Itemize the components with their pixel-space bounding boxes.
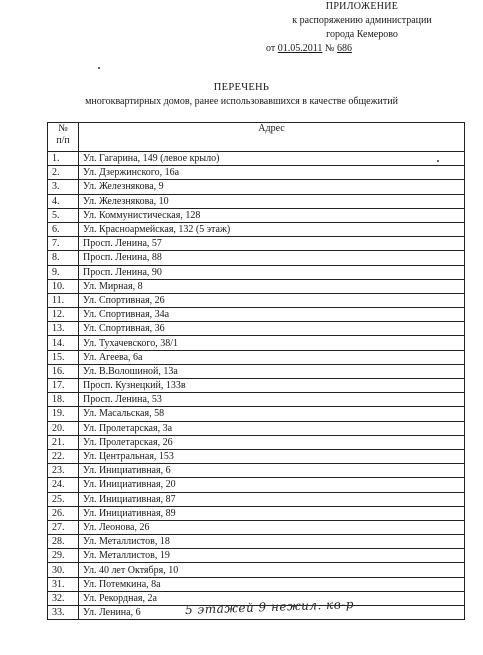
row-number: 2. — [48, 166, 79, 180]
table-row — [48, 535, 465, 549]
approval-header — [262, 0, 462, 56]
row-number: 14. — [48, 336, 79, 350]
table-row — [48, 364, 465, 378]
table-row — [48, 336, 465, 350]
table-row — [48, 237, 465, 251]
table-row — [48, 194, 465, 208]
table-row — [48, 435, 465, 449]
row-number: 16. — [48, 364, 79, 378]
row-address: Ул. Инициативная, 89 — [79, 506, 465, 520]
row-address: Ул. Железнякова, 9 — [79, 180, 465, 194]
row-number: 5. — [48, 208, 79, 222]
row-number: 6. — [48, 222, 79, 236]
row-number: 9. — [48, 265, 79, 279]
table-row — [48, 464, 465, 478]
table-row — [48, 166, 465, 180]
row-number: 32. — [48, 591, 79, 605]
row-address: Ул. Пролетарская, 26 — [79, 435, 465, 449]
table-row — [48, 393, 465, 407]
table-row — [48, 222, 465, 236]
row-number: 15. — [48, 350, 79, 364]
table-row — [48, 492, 465, 506]
table-row — [48, 208, 465, 222]
row-address: Ул. Металлистов, 18 — [79, 535, 465, 549]
scan-speck — [98, 67, 100, 69]
table-row — [48, 577, 465, 591]
table-row — [48, 180, 465, 194]
row-address: Ул. Потемкина, 8а — [79, 577, 465, 591]
row-address: Просп. Кузнецкий, 133в — [79, 379, 465, 393]
table-row — [48, 563, 465, 577]
row-number: 17. — [48, 379, 79, 393]
row-number: 31. — [48, 577, 79, 591]
row-number: 19. — [48, 407, 79, 421]
row-number: 28. — [48, 535, 79, 549]
row-number: 24. — [48, 478, 79, 492]
row-address: Ул. Спортивная, 34а — [79, 308, 465, 322]
row-number: 12. — [48, 308, 79, 322]
row-number: 7. — [48, 237, 79, 251]
row-number: 1. — [48, 152, 79, 166]
table-header-row — [48, 123, 465, 152]
row-number: 3. — [48, 180, 79, 194]
row-number: 23. — [48, 464, 79, 478]
row-address: Ул. Спортивная, 26 — [79, 293, 465, 307]
row-address: Просп. Ленина, 53 — [79, 393, 465, 407]
decree-number: 686 — [336, 43, 352, 54]
row-address: Просп. Ленина, 88 — [79, 251, 465, 265]
row-number: 22. — [48, 449, 79, 463]
row-number: 11. — [48, 293, 79, 307]
row-address: Ул. Масальская, 58 — [79, 407, 465, 421]
row-address: Ул. Центральная, 153 — [79, 449, 465, 463]
document-title: ПЕРЕЧЕНЬ — [213, 82, 270, 93]
row-address: Ул. Рекордная, 2а — [79, 591, 465, 605]
row-address: Ул. Коммунистическая, 128 — [79, 208, 465, 222]
row-address: Ул. 40 лет Октября, 10 — [79, 563, 465, 577]
row-address: Ул. Ленина, 6 — [79, 606, 465, 620]
table-row — [48, 449, 465, 463]
table-row — [48, 478, 465, 492]
table-row — [48, 421, 465, 435]
table-row — [48, 279, 465, 293]
row-number: 29. — [48, 549, 79, 563]
row-number: 18. — [48, 393, 79, 407]
row-address: Ул. Тухачевского, 38/1 — [79, 336, 465, 350]
document-subtitle: многоквартирных домов, ранее использовавшихся в качестве общежитий — [85, 96, 398, 107]
row-address: Ул. Инициативная, 6 — [79, 464, 465, 478]
table-row — [48, 549, 465, 563]
date-prefix: от — [266, 43, 276, 54]
date-number-line — [266, 42, 462, 56]
handwritten-note: 5 этажей 9 нежил. кв-р — [184, 597, 355, 617]
row-address: Ул. Спортивная, 36 — [79, 322, 465, 336]
table-row — [48, 265, 465, 279]
row-number: 25. — [48, 492, 79, 506]
row-address: Ул. Инициативная, 87 — [79, 492, 465, 506]
row-address: Ул. Пролетарская, 3а — [79, 421, 465, 435]
appendix-label: ПРИЛОЖЕНИЕ — [325, 1, 399, 12]
table-row — [48, 293, 465, 307]
scan-speck — [437, 160, 439, 162]
table-row — [48, 520, 465, 534]
row-address: Ул. В.Волошиной, 13а — [79, 364, 465, 378]
decree-date: 01.05.2011 — [277, 43, 323, 54]
row-address: Просп. Ленина, 90 — [79, 265, 465, 279]
row-address: Ул. Металлистов, 19 — [79, 549, 465, 563]
row-number: 33. — [48, 606, 79, 620]
table-row — [48, 152, 465, 166]
row-number: 20. — [48, 421, 79, 435]
table-row — [48, 308, 465, 322]
table-row — [48, 407, 465, 421]
row-address: Ул. Красноармейская, 132 (5 этаж) — [79, 222, 465, 236]
row-address: Ул. Мирная, 8 — [79, 279, 465, 293]
row-number: 8. — [48, 251, 79, 265]
table-row — [48, 506, 465, 520]
row-address: Ул. Леонова, 26 — [79, 520, 465, 534]
row-address: Ул. Дзержинского, 16а — [79, 166, 465, 180]
table-row — [48, 322, 465, 336]
city-line: города Кемерово — [326, 29, 398, 40]
row-address: Ул. Железнякова, 10 — [79, 194, 465, 208]
row-address: Ул. Гагарина, 149 (левое крыло) — [79, 152, 465, 166]
row-number: 4. — [48, 194, 79, 208]
column-header-number: № п/п — [48, 123, 79, 152]
row-address: Ул. Агеева, 6а — [79, 350, 465, 364]
row-number: 27. — [48, 520, 79, 534]
row-number: 10. — [48, 279, 79, 293]
table-row — [48, 379, 465, 393]
row-number: 30. — [48, 563, 79, 577]
buildings-table — [47, 122, 465, 620]
row-address: Просп. Ленина, 57 — [79, 237, 465, 251]
row-number: 13. — [48, 322, 79, 336]
table-row — [48, 251, 465, 265]
row-address: Ул. Инициативная, 20 — [79, 478, 465, 492]
table-row — [48, 350, 465, 364]
column-header-address: Адрес — [79, 123, 465, 152]
decree-line: к распоряжению администрации — [292, 15, 432, 26]
row-number: 26. — [48, 506, 79, 520]
number-prefix: № — [324, 43, 335, 54]
row-number: 21. — [48, 435, 79, 449]
